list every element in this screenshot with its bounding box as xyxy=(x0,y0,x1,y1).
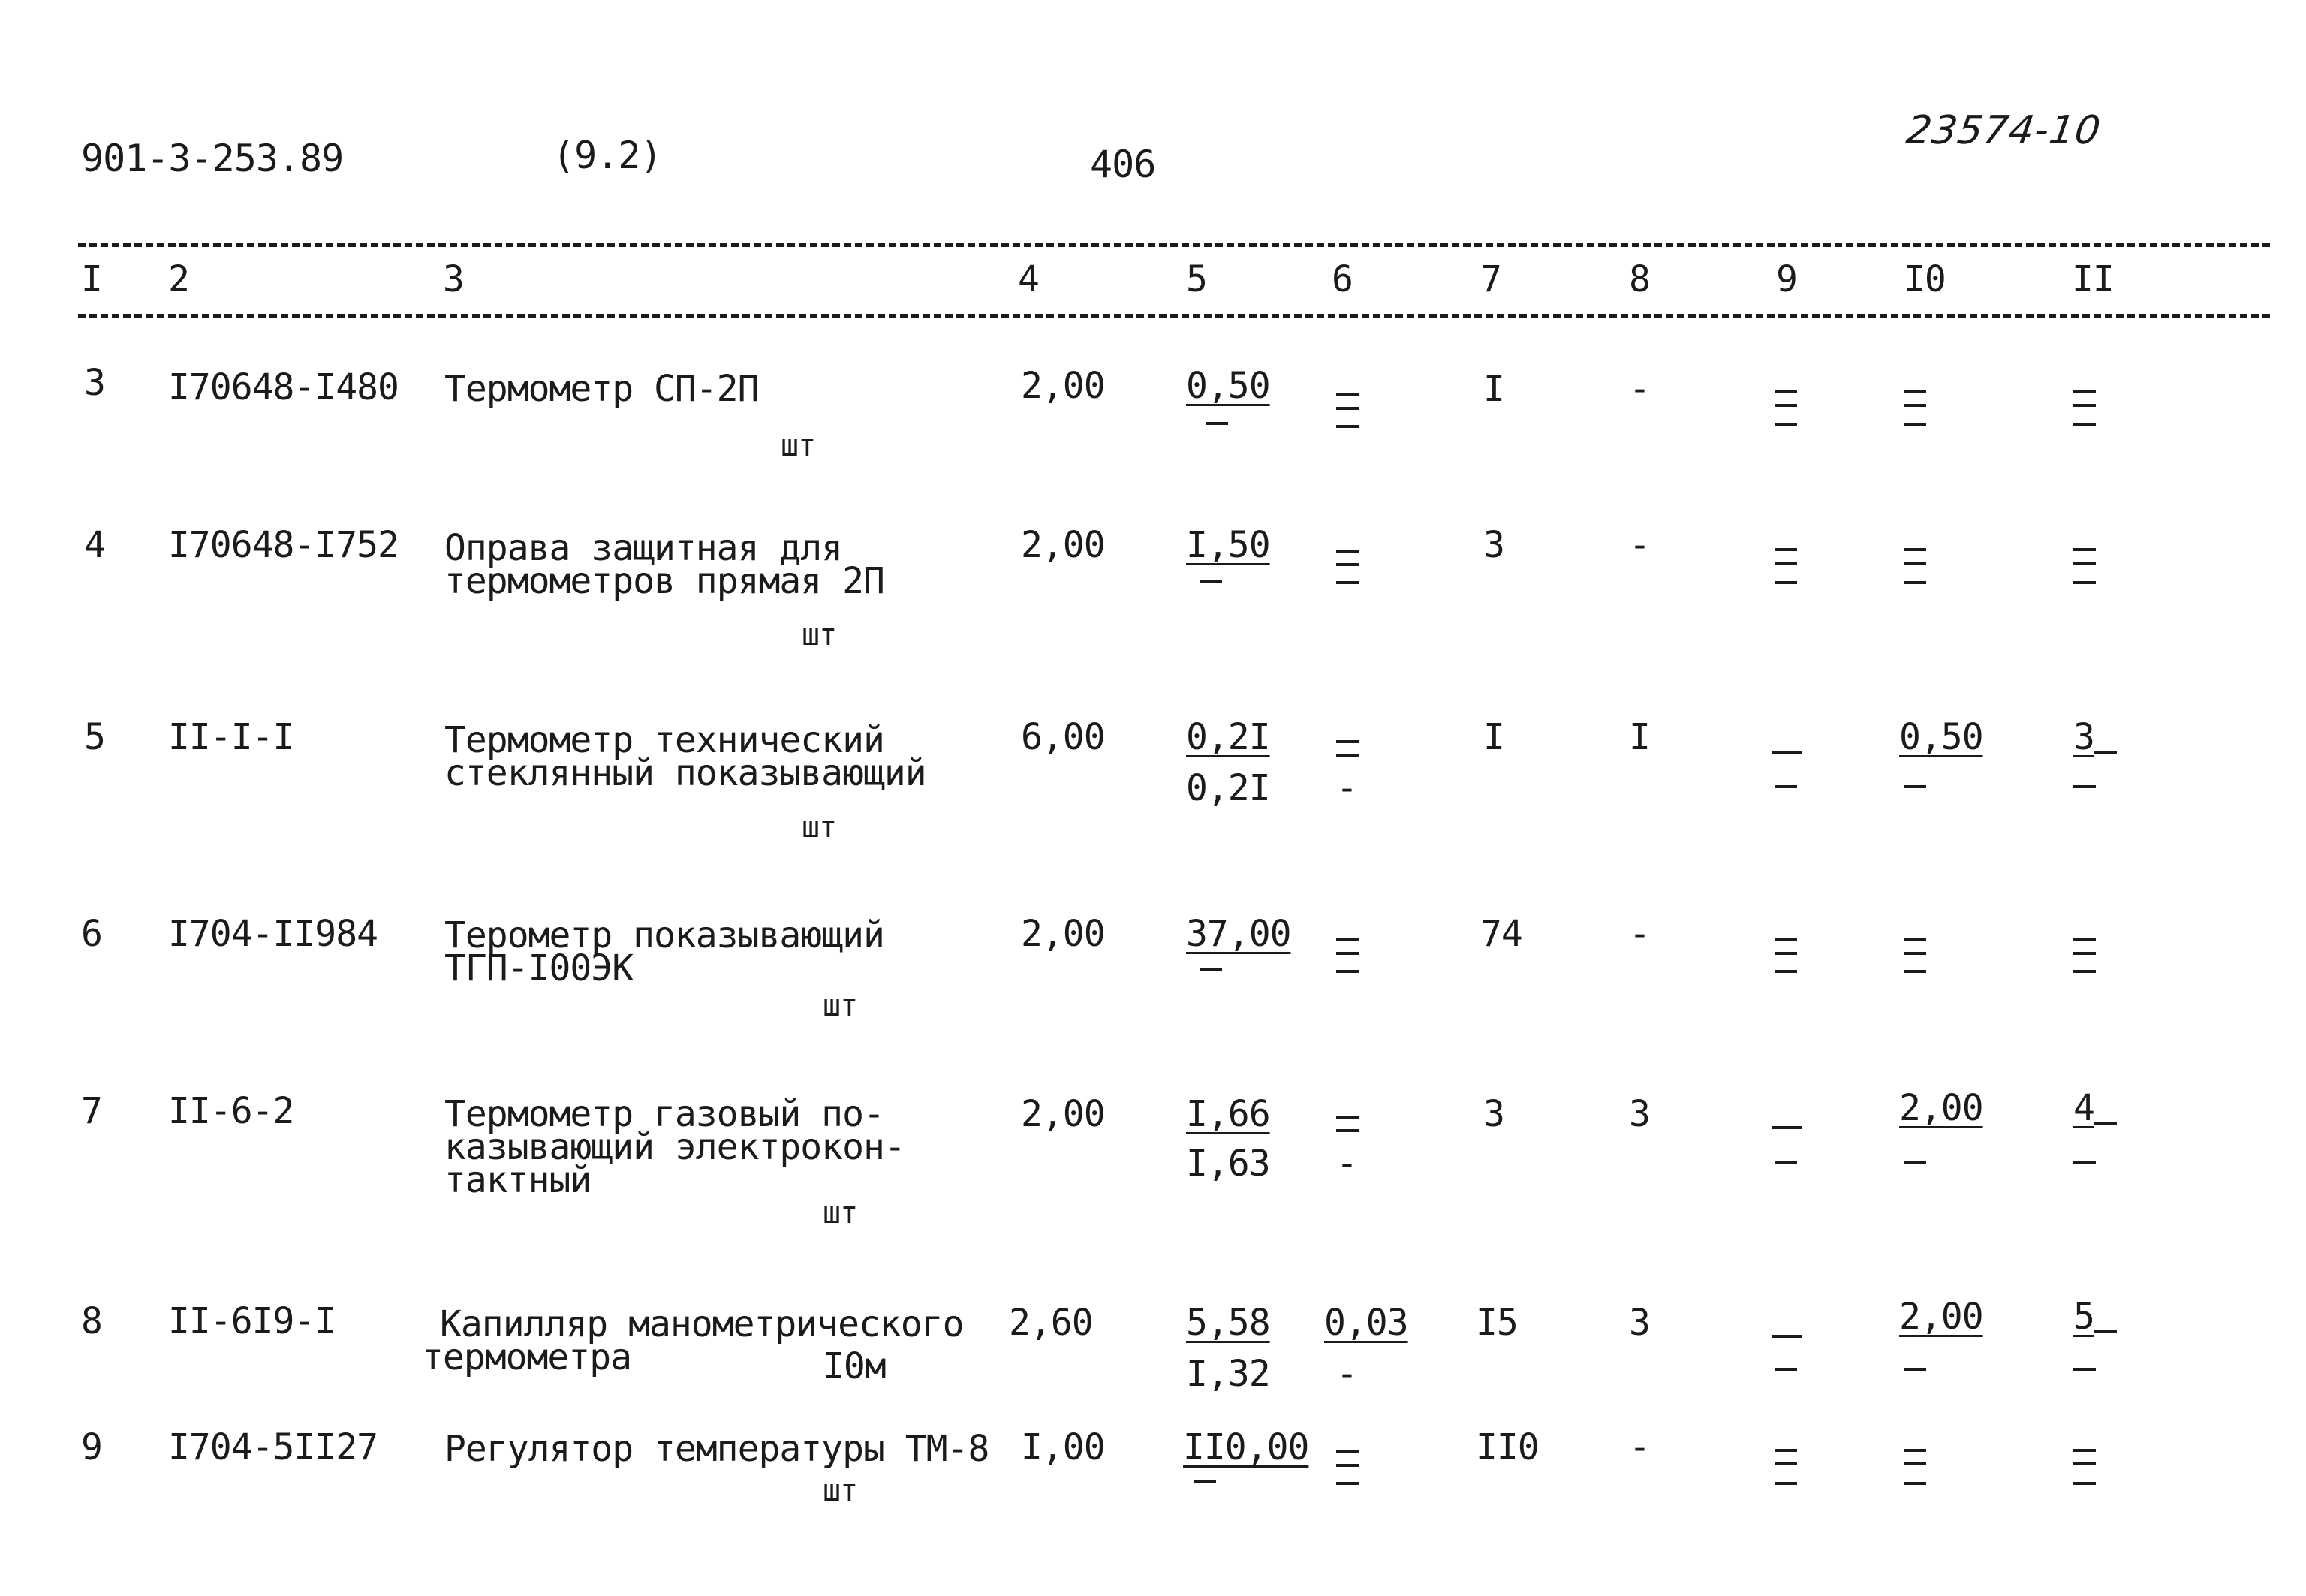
page-number: 406 xyxy=(1090,143,1156,186)
header-top-rule xyxy=(78,243,2270,247)
empty-underline xyxy=(1772,751,1802,754)
column-header-7: 7 xyxy=(1480,258,1501,300)
row-col5-value: 0,50 xyxy=(1186,365,1270,407)
row-number: 8 xyxy=(81,1300,102,1342)
row-quantity: 2,60 xyxy=(1009,1302,1093,1344)
empty-marker xyxy=(1336,740,1359,743)
empty-marker xyxy=(1336,938,1359,941)
row-col5-value: I,50 xyxy=(1186,524,1270,566)
empty-marker xyxy=(1904,1449,1926,1452)
underline-extension xyxy=(2094,1122,2117,1125)
empty-marker xyxy=(1775,548,1797,551)
empty-dash xyxy=(1904,970,1926,973)
empty-dash xyxy=(1336,581,1359,584)
row-col11-value: 3 xyxy=(2073,716,2094,758)
empty-marker xyxy=(1336,550,1359,553)
row-number: 3 xyxy=(84,362,105,404)
empty-dash xyxy=(1336,970,1359,973)
column-header-9: 9 xyxy=(1776,258,1797,300)
column-header-3: 3 xyxy=(443,258,464,300)
empty-underline xyxy=(1772,1335,1802,1338)
empty-dash xyxy=(1775,970,1797,973)
empty-marker xyxy=(2073,938,2096,941)
row-code: I704-5II27 xyxy=(168,1426,378,1468)
row-code: I70648-I480 xyxy=(168,366,399,408)
empty-marker xyxy=(1336,1116,1359,1119)
row-col5-value: 0,2I xyxy=(1186,716,1270,758)
empty-marker xyxy=(2073,1449,2096,1452)
column-header-1: I xyxy=(81,258,102,300)
row-name-line: Термометр СП-2П xyxy=(444,368,759,410)
row-col8-value: - xyxy=(1629,913,1650,955)
row-name-line: тактный xyxy=(444,1159,592,1201)
row-col7-value: 74 xyxy=(1480,913,1522,955)
row-col10-value: 2,00 xyxy=(1899,1296,1983,1338)
row-number: 5 xyxy=(84,716,105,758)
column-header-4: 4 xyxy=(1018,258,1039,300)
empty-dash xyxy=(2073,1161,2096,1164)
empty-dash xyxy=(2073,970,2096,973)
row-col7-value: I5 xyxy=(1476,1302,1518,1344)
empty-marker xyxy=(1904,548,1926,551)
row-name-line: стеклянный показывающий xyxy=(444,752,926,794)
row-name-line: Регулятор температуры ТМ-8 xyxy=(444,1428,989,1470)
row-col8-value: - xyxy=(1629,368,1650,410)
row-name-line: термометра xyxy=(422,1336,631,1378)
row-col8-value: 3 xyxy=(1629,1302,1650,1344)
underline-extension xyxy=(2094,1330,2117,1333)
empty-dash xyxy=(1904,1368,1926,1371)
empty-dash xyxy=(1904,1161,1926,1164)
empty-marker xyxy=(1904,938,1926,941)
handwritten-stamp: 23574-10 xyxy=(1903,108,2104,153)
row-col5-value: I,66 xyxy=(1186,1093,1270,1135)
row-col8-value: 3 xyxy=(1629,1093,1650,1135)
empty-dash xyxy=(1775,1161,1797,1164)
row-col5-value: 37,00 xyxy=(1186,913,1291,955)
row-name-line: термометров прямая 2П xyxy=(444,560,884,602)
empty-dash xyxy=(1775,785,1797,788)
row-col7-value: 3 xyxy=(1483,1093,1504,1135)
row-col7-value: II0 xyxy=(1476,1426,1539,1468)
empty-dash xyxy=(2073,581,2096,584)
empty-dash xyxy=(2073,785,2096,788)
row-col5-value: 5,58 xyxy=(1186,1302,1270,1344)
underline-extension xyxy=(2094,751,2117,754)
row-quantity: 2,00 xyxy=(1021,1093,1105,1135)
row-unit: шт xyxy=(802,810,837,845)
row-number: 6 xyxy=(81,913,102,955)
section-number: (9.2) xyxy=(552,134,662,177)
row-unit: шт xyxy=(802,618,837,652)
row-number: 7 xyxy=(81,1090,102,1132)
empty-dash xyxy=(1200,580,1222,583)
document-code: 901-3-253.89 xyxy=(81,137,344,180)
column-header-8: 8 xyxy=(1629,258,1650,300)
empty-dash xyxy=(1206,422,1228,425)
row-unit: шт xyxy=(823,1196,858,1230)
row-quantity: 6,00 xyxy=(1021,716,1105,758)
empty-dash xyxy=(1775,1368,1797,1371)
empty-marker xyxy=(1775,390,1797,393)
row-col8-value: - xyxy=(1629,524,1650,566)
row-col5-sub-value: I,32 xyxy=(1186,1353,1270,1395)
empty-dash xyxy=(1775,581,1797,584)
empty-marker xyxy=(1775,938,1797,941)
row-col11-value: 4 xyxy=(2073,1087,2094,1129)
row-name-line: Термометр технический xyxy=(444,719,884,761)
row-code: I70648-I752 xyxy=(168,524,399,566)
row-number: 9 xyxy=(81,1426,102,1468)
empty-marker xyxy=(1336,1450,1359,1453)
row-name-line: ТГП-I00ЭК xyxy=(444,947,634,989)
row-name-line: Термометр газовый по- xyxy=(444,1093,884,1135)
empty-marker xyxy=(1336,393,1359,396)
empty-dash xyxy=(1194,1480,1216,1483)
empty-dash xyxy=(1904,1482,1926,1485)
row-col7-value: I xyxy=(1483,716,1504,758)
row-name-line: Оправа защитная для xyxy=(444,527,843,569)
row-col6-sub-value: - xyxy=(1336,1143,1357,1185)
column-header-10: I0 xyxy=(1904,258,1946,300)
empty-marker xyxy=(1775,1449,1797,1452)
column-header-6: 6 xyxy=(1332,258,1353,300)
row-col6-sub-value: - xyxy=(1336,767,1357,809)
row-unit: I0м xyxy=(823,1345,886,1387)
row-col8-value: I xyxy=(1629,716,1650,758)
column-header-5: 5 xyxy=(1186,258,1207,300)
row-col11-value: 5 xyxy=(2073,1296,2094,1338)
empty-dash xyxy=(2073,423,2096,426)
column-header-2: 2 xyxy=(168,258,189,300)
row-code: II-6I9-I xyxy=(168,1300,336,1342)
empty-dash xyxy=(1775,1482,1797,1485)
row-col10-value: 0,50 xyxy=(1899,716,1983,758)
column-header-11: II xyxy=(2072,258,2114,300)
header-bottom-rule xyxy=(78,314,2270,318)
row-code: II-6-2 xyxy=(168,1090,294,1132)
row-name-line: казывающий электрокон- xyxy=(444,1126,905,1168)
empty-marker xyxy=(2073,390,2096,393)
empty-marker xyxy=(2073,548,2096,551)
row-unit: шт xyxy=(781,429,816,463)
empty-dash xyxy=(1336,1482,1359,1485)
row-quantity: 2,00 xyxy=(1021,524,1105,566)
empty-underline xyxy=(1772,1126,1802,1129)
row-col5-value: II0,00 xyxy=(1183,1426,1309,1468)
row-name-line: Терометр показывающий xyxy=(444,914,884,956)
row-col7-value: I xyxy=(1483,368,1504,410)
row-unit: шт xyxy=(823,1474,858,1508)
empty-dash xyxy=(1200,968,1222,971)
row-col5-sub-value: I,63 xyxy=(1186,1143,1270,1185)
empty-dash xyxy=(1904,423,1926,426)
empty-dash xyxy=(2073,1482,2096,1485)
row-col5-sub-value: 0,2I xyxy=(1186,767,1270,809)
row-quantity: 2,00 xyxy=(1021,913,1105,955)
row-quantity: 2,00 xyxy=(1021,365,1105,407)
row-col10-value: 2,00 xyxy=(1899,1087,1983,1129)
row-unit: шт xyxy=(823,989,858,1023)
empty-dash xyxy=(2073,1368,2096,1371)
empty-marker xyxy=(1904,390,1926,393)
row-quantity: I,00 xyxy=(1021,1426,1105,1468)
row-number: 4 xyxy=(84,524,105,566)
row-col7-value: 3 xyxy=(1483,524,1504,566)
row-code: I704-II984 xyxy=(168,913,378,955)
empty-dash xyxy=(1904,581,1926,584)
row-col8-value: - xyxy=(1629,1426,1650,1468)
empty-dash xyxy=(1336,425,1359,428)
empty-dash xyxy=(1904,785,1926,788)
row-code: II-I-I xyxy=(168,716,294,758)
row-col6-sub-value: - xyxy=(1336,1353,1357,1395)
empty-dash xyxy=(1775,423,1797,426)
row-col6-value: 0,03 xyxy=(1324,1302,1408,1344)
row-name-line: Капилляр манометрического xyxy=(440,1303,964,1345)
